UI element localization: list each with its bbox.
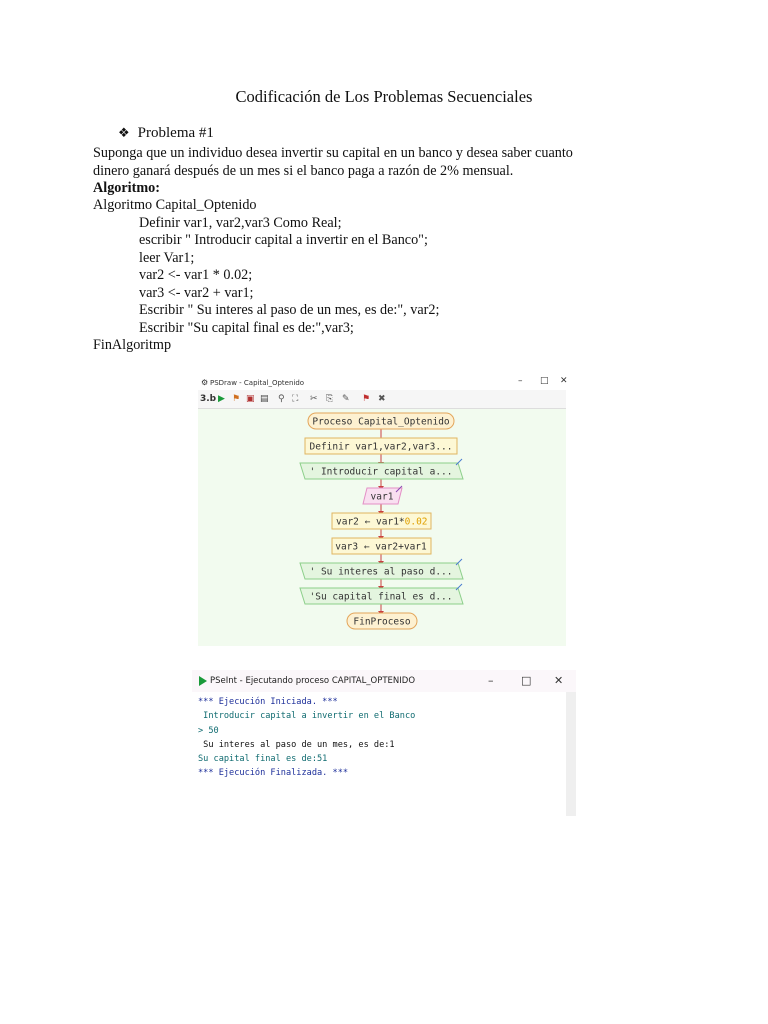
start-terminal-text: Proceso Capital_Optenido xyxy=(312,416,450,428)
algorithm-label: Algoritmo: xyxy=(93,180,160,196)
problem-heading-text: Problema #1 xyxy=(137,125,214,141)
end-terminal-text: FinProceso xyxy=(353,616,411,628)
console-line: *** Ejecución Finalizada. *** xyxy=(198,768,349,779)
code-line: Escribir "Su capital final es de:",var3; xyxy=(139,319,354,336)
diamond-bullet-icon: ❖ xyxy=(118,126,130,141)
code-header: Algoritmo Capital_Optenido xyxy=(93,197,257,213)
console-scrollbar[interactable] xyxy=(566,692,576,816)
code-line: Escribir " Su interes al paso de un mes, es de:", var2; xyxy=(139,302,440,318)
console-line: Introducir capital a invertir en el Banco xyxy=(198,711,416,722)
code-line: Definir var1, var2,var3 Como Real; xyxy=(139,214,342,231)
pseudocode-block xyxy=(93,197,439,355)
run-icon[interactable]: ▶ xyxy=(218,394,225,404)
maximize-icon[interactable]: □ xyxy=(521,674,532,687)
input-text: var1 xyxy=(370,491,394,503)
console-output xyxy=(198,695,415,781)
console-line: > 50 xyxy=(198,725,219,736)
flag-icon[interactable]: ⚑ xyxy=(362,394,371,404)
assign-process-1-text xyxy=(336,517,428,528)
problem-heading xyxy=(118,125,214,142)
console-line: *** Ejecución Iniciada. *** xyxy=(198,697,338,707)
output-arrow-icon xyxy=(456,459,462,465)
statement-line: dinero ganará después de un mes si el banco paga a razón de 2% mensual. xyxy=(93,162,514,179)
pseint-titlebar xyxy=(192,670,576,692)
output-text-3: 'Su capital final es d... xyxy=(309,591,453,603)
output-arrow-icon xyxy=(456,559,462,565)
psdraw-window-title: PSDraw - Capital_Optenido xyxy=(210,379,305,387)
fit-icon[interactable]: ⛶ xyxy=(292,394,299,404)
minimize-icon[interactable]: – xyxy=(518,376,523,386)
flowchart xyxy=(198,376,566,646)
maximize-icon[interactable]: □ xyxy=(540,376,549,386)
export-icon[interactable]: ▣ xyxy=(246,394,255,404)
code-footer: FinAlgoritmp xyxy=(93,337,172,353)
pseint-window-title: PSeInt - Ejecutando proceso CAPITAL_OPTENIDO xyxy=(210,676,416,686)
close-icon[interactable]: ✕ xyxy=(560,376,568,386)
code-line: var3 <- var2 + var1; xyxy=(139,284,254,301)
close-icon[interactable]: ✕ xyxy=(554,674,564,687)
edit-icon[interactable]: ✎ xyxy=(342,394,350,404)
output-text-2: ' Su interes al paso d... xyxy=(309,566,453,578)
tools-icon[interactable]: ✖ xyxy=(378,394,386,404)
minimize-icon[interactable]: – xyxy=(488,674,494,687)
console-line: Su capital final es de:51 xyxy=(198,754,328,765)
code-line: escribir " Introducir capital a invertir en el Banco"; xyxy=(139,232,428,248)
define-process-text: Definir var1,var2,var3... xyxy=(309,441,453,453)
statement-line: Suponga que un individuo desea invertir su capital en un banco y desea saber cuanto xyxy=(93,145,573,161)
output-text: ' Introducir capital a... xyxy=(309,466,453,478)
step-icon[interactable]: ⚑ xyxy=(232,394,241,404)
problem-statement xyxy=(93,145,593,198)
psdraw-window xyxy=(198,376,566,646)
code-line: leer Var1; xyxy=(139,249,195,266)
document-title: Codificación de Los Problemas Secuenciales xyxy=(235,87,533,106)
console-line: Su interes al paso de un mes, es de:1 xyxy=(198,739,395,750)
save-icon[interactable]: ▤ xyxy=(260,394,269,404)
output-arrow-icon xyxy=(456,584,462,590)
copy-icon[interactable]: ⎘ xyxy=(326,394,334,404)
assign-process-1-lhs: var2 ← var1* xyxy=(336,516,405,528)
zoom-icon[interactable]: ⚲ xyxy=(278,394,285,404)
assign-process-2-text: var3 ← var2+var1 xyxy=(335,541,427,553)
play-icon xyxy=(199,676,207,686)
pseint-window xyxy=(192,670,576,816)
psdraw-app-icon: ⚙ xyxy=(201,378,209,387)
psdraw-tool-label[interactable]: 3.b xyxy=(200,394,217,404)
cut-icon[interactable]: ✂ xyxy=(310,394,318,404)
assign-process-1-number: 0.02 xyxy=(404,516,428,528)
code-line: var2 <- var1 * 0.02; xyxy=(139,267,253,283)
